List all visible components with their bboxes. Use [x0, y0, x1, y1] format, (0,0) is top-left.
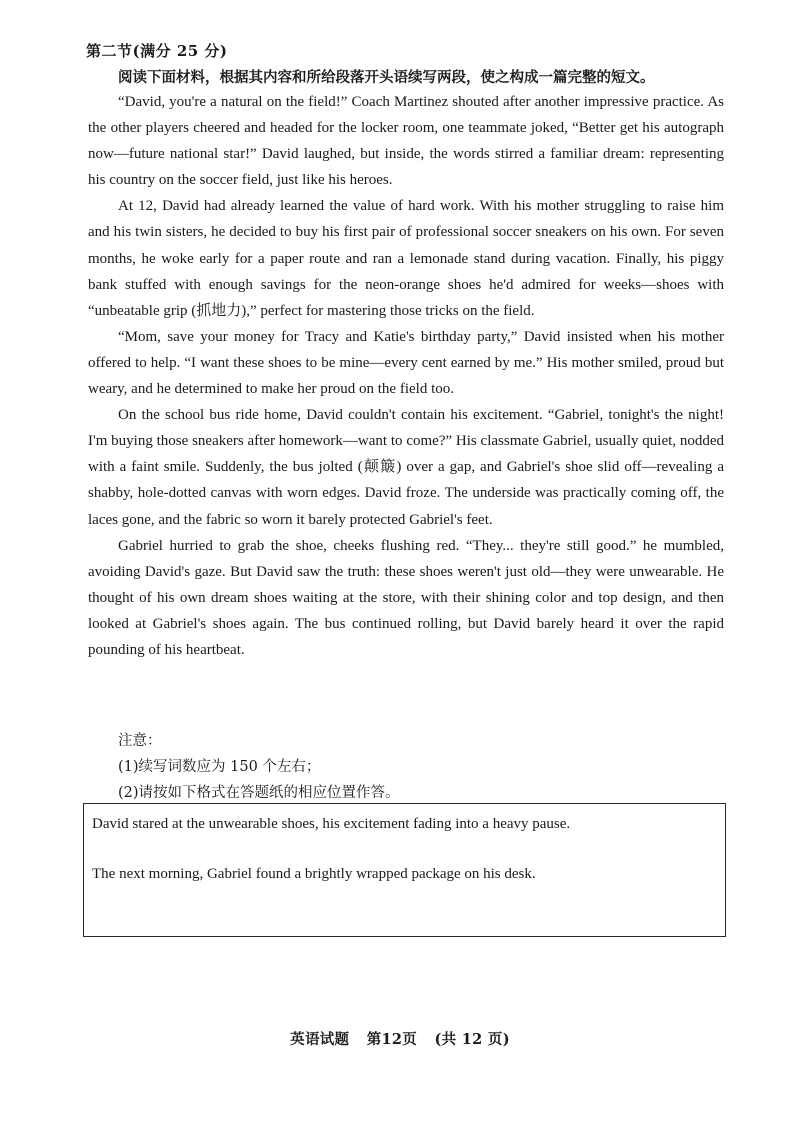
- footer-subject: 英语试题: [290, 1031, 350, 1048]
- answer-box: [83, 803, 726, 937]
- paragraph-2: At 12, David had already learned the value of hard work. With his mother struggling to raise him and his twin sisters, he decided to buy his first pair of professional soccer sneakers on his own. For seven months, he woke early for a paper route and ran a lemonade stand during vacation. Finally, his piggy bank stuffed with enough savings for the neon-orange shoes he'd admired for weeks—shoes with “unbeatable grip (抓地力),” perfect for mastering those tricks on the field.: [88, 198, 724, 319]
- paragraph-3: “Mom, save your money for Tracy and Katie's birthday party,” David insisted when his mother offered to help. “I want these shoes to be mine—every cent earned by me.” His mother smiled, proud but weary, and he determined to make her proud on the field too.: [88, 328, 724, 398]
- continuation-start-2: The next morning, Gabriel found a brightly wrapped package on his desk.: [92, 866, 536, 882]
- page-footer: [0, 1028, 800, 1049]
- paragraph-4: On the school bus ride home, David couldn't contain his excitement. “Gabriel, tonight's the night! I'm buying those sneakers after homework—want to come?” His classmate Gabriel, usually quiet, nodded with a faint smile. Suddenly, the bus jolted (颠簸) over a gap, and Gabriel's shoe slid off—revealing a shabby, hole-dotted canvas with worn edges. David froze. The underside was practically coming off, the laces gone, and the fabric so worn it barely protected Gabriel's feet.: [88, 407, 724, 528]
- note-item: (2)请按如下格式在答题纸的相应位置作答。: [118, 785, 400, 801]
- instruction-text: 阅读下面材料，根据其内容和所给段落开头语续写两段，使之构成一篇完整的短文。: [118, 69, 655, 86]
- section-title: 第二节(满分 25 分): [86, 42, 228, 60]
- reading-passage: [88, 89, 724, 663]
- paragraph-1: “David, you're a natural on the field!” Coach Martinez shouted after another impressive practice. As the other players cheered and headed for the locker room, one teammate joked, “Better get his autograph now—future national star!” David laughed, but inside, the words stirred a familiar dream: representing his country on the soccer field, just like his heroes.: [88, 94, 724, 189]
- note-item: (1)续写词数应为 150 个左右；: [118, 759, 321, 775]
- continuation-start-1: David stared at the unwearable shoes, his excitement fading into a heavy pause.: [92, 816, 571, 832]
- paragraph-5: Gabriel hurried to grab the shoe, cheeks flushing red. “They... they're still good.” he mumbled, avoiding David's gaze. But David saw the truth: these shoes weren't just old—they were unwearable. He thought of his own dream shoes waiting at the store, with their shining color and top design, and then looked at Gabriel's shoes again. The bus continued rolling, but David barely heard it over the rapid pounding of his heartbeat.: [88, 537, 724, 658]
- notes-section: [118, 728, 400, 806]
- notes-heading: 注意：: [118, 733, 162, 749]
- footer-total: (共 12 页): [434, 1031, 510, 1048]
- footer-page: 第12页: [366, 1031, 418, 1048]
